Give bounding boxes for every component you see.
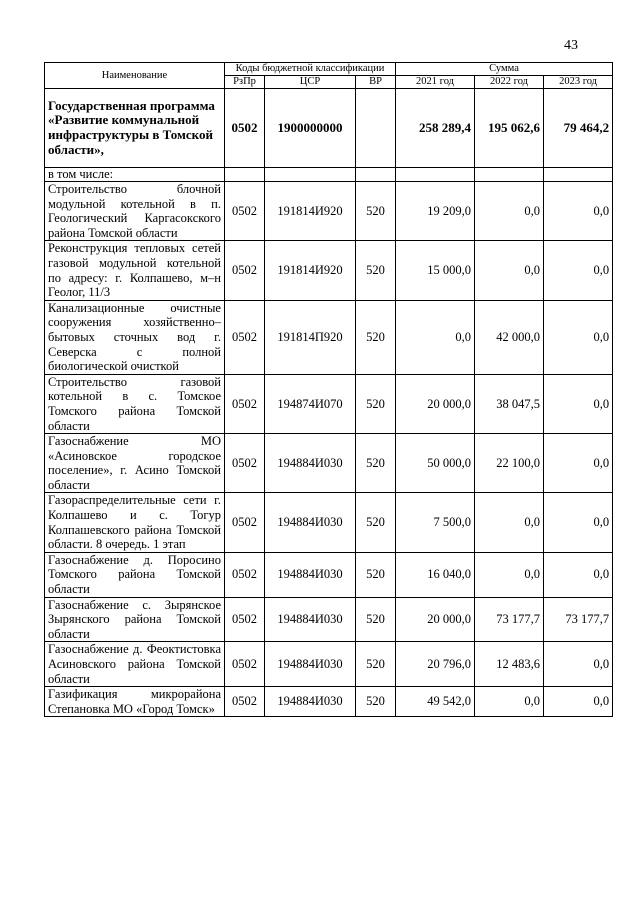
- table-row: [45, 374, 613, 433]
- page-number: 43: [564, 38, 578, 53]
- row-rzpr: 0502: [225, 493, 265, 552]
- row-rzpr: 0502: [225, 642, 265, 687]
- row-2023: 0,0: [544, 434, 613, 493]
- including-empty-cell: [475, 168, 544, 182]
- row-2021: 49 542,0: [396, 687, 475, 717]
- row-2021: 0,0: [396, 300, 475, 374]
- including-empty-cell: [356, 168, 396, 182]
- row-2022: 12 483,6: [475, 642, 544, 687]
- program-name: Государственная программа «Развитие коммунальной инфраструктуры в Томской области»,: [45, 89, 225, 168]
- table-row: [45, 182, 613, 241]
- row-rzpr: 0502: [225, 300, 265, 374]
- row-vr: 520: [356, 552, 396, 597]
- row-vr: 520: [356, 182, 396, 241]
- row-name: Газоснабжение с. Зырянское Зырянского района Томской области: [45, 597, 225, 642]
- row-csr: 194884И030: [265, 434, 356, 493]
- row-csr: 191814И920: [265, 182, 356, 241]
- row-vr: 520: [356, 597, 396, 642]
- header-sum: Сумма: [396, 63, 613, 76]
- row-vr: 520: [356, 642, 396, 687]
- row-2022: 22 100,0: [475, 434, 544, 493]
- row-2021: 16 040,0: [396, 552, 475, 597]
- row-vr: 520: [356, 687, 396, 717]
- row-csr: 194884И030: [265, 642, 356, 687]
- program-2022: 195 062,6: [475, 89, 544, 168]
- row-2021: 20 796,0: [396, 642, 475, 687]
- row-name: Газификация микрорайона Степановка МО «Город Томск»: [45, 687, 225, 717]
- row-2023: 0,0: [544, 182, 613, 241]
- including-empty-cell: [225, 168, 265, 182]
- header-rzpr: РзПр: [225, 76, 265, 89]
- row-2022: 0,0: [475, 493, 544, 552]
- row-csr: 191814И920: [265, 241, 356, 300]
- program-rzpr: 0502: [225, 89, 265, 168]
- table-row: [45, 642, 613, 687]
- row-csr: 194884И030: [265, 597, 356, 642]
- row-vr: 520: [356, 493, 396, 552]
- row-csr: 194874И070: [265, 374, 356, 433]
- row-2023: 73 177,7: [544, 597, 613, 642]
- row-csr: 191814П920: [265, 300, 356, 374]
- row-2023: 0,0: [544, 241, 613, 300]
- table-row: [45, 552, 613, 597]
- row-vr: 520: [356, 241, 396, 300]
- program-row: [45, 89, 613, 168]
- row-2021: 15 000,0: [396, 241, 475, 300]
- row-2022: 0,0: [475, 241, 544, 300]
- including-empty-cell: [544, 168, 613, 182]
- table-row: [45, 493, 613, 552]
- row-2023: 0,0: [544, 300, 613, 374]
- row-2021: 50 000,0: [396, 434, 475, 493]
- header-vr: ВР: [356, 76, 396, 89]
- row-vr: 520: [356, 434, 396, 493]
- row-rzpr: 0502: [225, 182, 265, 241]
- row-name: Газоснабжение д. Феоктистовка Асиновского района Томской области: [45, 642, 225, 687]
- program-2023: 79 464,2: [544, 89, 613, 168]
- row-2022: 0,0: [475, 182, 544, 241]
- including-label: в том числе:: [45, 168, 225, 182]
- row-2023: 0,0: [544, 642, 613, 687]
- program-2021: 258 289,4: [396, 89, 475, 168]
- row-2022: 73 177,7: [475, 597, 544, 642]
- row-2021: 19 209,0: [396, 182, 475, 241]
- row-2022: 38 047,5: [475, 374, 544, 433]
- row-2022: 42 000,0: [475, 300, 544, 374]
- table-row: [45, 434, 613, 493]
- row-vr: 520: [356, 374, 396, 433]
- table-row: [45, 597, 613, 642]
- row-2022: 0,0: [475, 687, 544, 717]
- row-2021: 20 000,0: [396, 597, 475, 642]
- row-2021: 20 000,0: [396, 374, 475, 433]
- program-vr: [356, 89, 396, 168]
- row-csr: 194884И030: [265, 493, 356, 552]
- row-csr: 194884И030: [265, 687, 356, 717]
- row-name: Газораспределительные сети г. Колпашево и с. Тогур Колпашевского района Томской области. 8 очередь. 1 этап: [45, 493, 225, 552]
- header-2022: 2022 год: [475, 76, 544, 89]
- row-name: Строительство блочной модульной котельной в п. Геологический Каргасокского района Томской области: [45, 182, 225, 241]
- row-rzpr: 0502: [225, 241, 265, 300]
- header-2021: 2021 год: [396, 76, 475, 89]
- row-rzpr: 0502: [225, 552, 265, 597]
- row-rzpr: 0502: [225, 374, 265, 433]
- including-row: [45, 168, 613, 182]
- table-row: [45, 687, 613, 717]
- row-2023: 0,0: [544, 493, 613, 552]
- row-csr: 194884И030: [265, 552, 356, 597]
- row-name: Газоснабжение д. Поросино Томского района Томской области: [45, 552, 225, 597]
- row-2023: 0,0: [544, 687, 613, 717]
- row-name: Реконструкция тепловых сетей газовой модульной котельной по адресу: г. Колпашево, м–н Геолог, 11/3: [45, 241, 225, 300]
- row-2023: 0,0: [544, 374, 613, 433]
- row-2021: 7 500,0: [396, 493, 475, 552]
- row-vr: 520: [356, 300, 396, 374]
- row-2022: 0,0: [475, 552, 544, 597]
- including-empty-cell: [265, 168, 356, 182]
- header-codes: Коды бюджетной классификации: [225, 63, 396, 76]
- row-rzpr: 0502: [225, 687, 265, 717]
- row-name: Канализационные очистные сооружения хозяйственно–бытовых сточных вод г. Северска с полной биологической очисткой: [45, 300, 225, 374]
- row-name: Газоснабжение МО «Асиновское городское поселение», г. Асино Томской области: [45, 434, 225, 493]
- including-empty-cell: [396, 168, 475, 182]
- table-row: [45, 300, 613, 374]
- header-2023: 2023 год: [544, 76, 613, 89]
- program-csr: 1900000000: [265, 89, 356, 168]
- table-row: [45, 241, 613, 300]
- header-name: Наименование: [45, 63, 225, 89]
- row-2023: 0,0: [544, 552, 613, 597]
- budget-table: [44, 62, 613, 717]
- row-rzpr: 0502: [225, 434, 265, 493]
- header-csr: ЦСР: [265, 76, 356, 89]
- row-name: Строительство газовой котельной в с. Томское Томского района Томской области: [45, 374, 225, 433]
- row-rzpr: 0502: [225, 597, 265, 642]
